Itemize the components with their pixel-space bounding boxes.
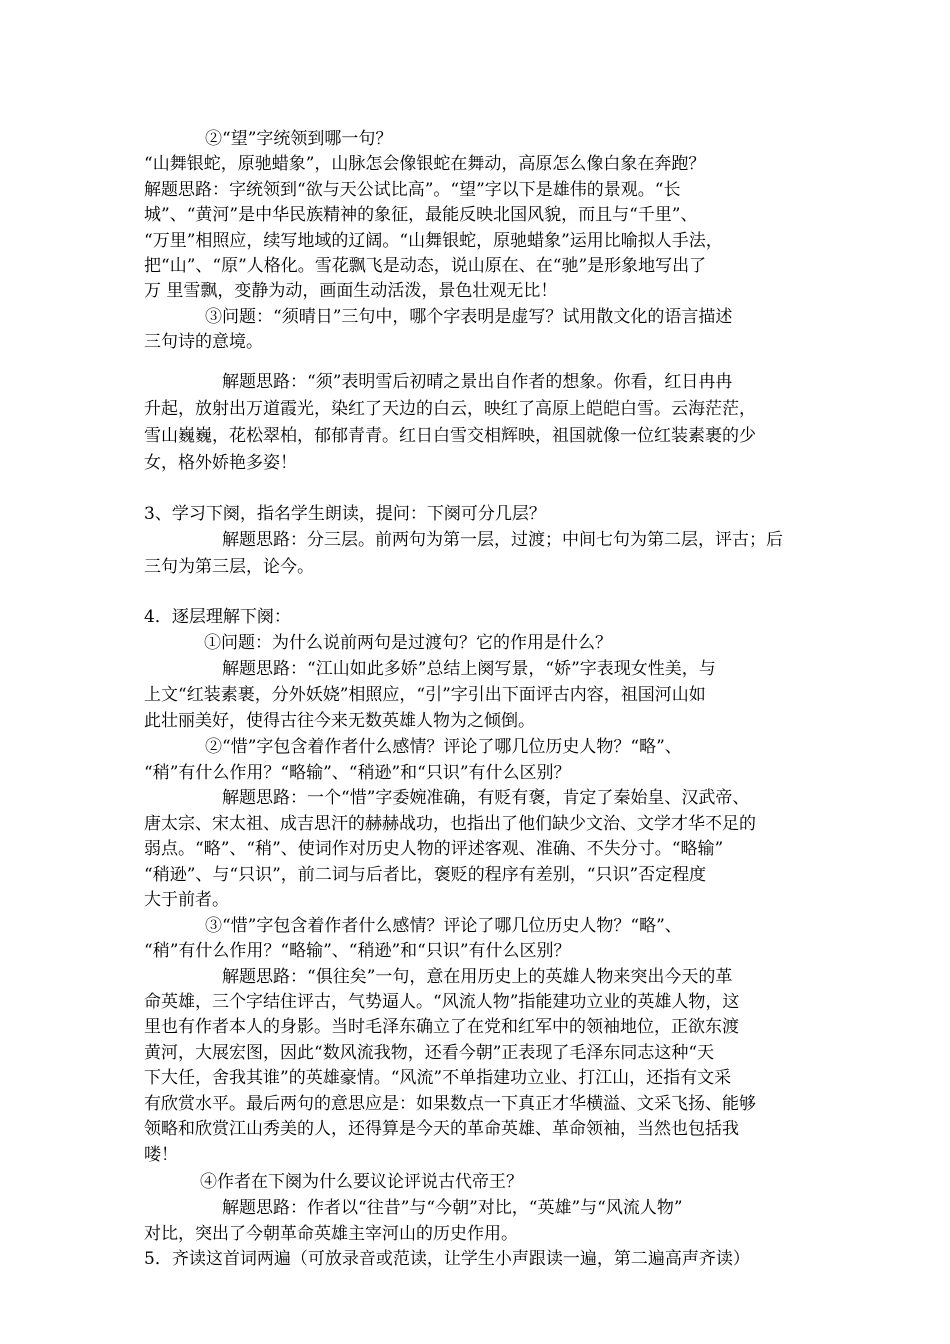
text-line: ②“惜”字包含着作者什么感情？评论了哪几位历史人物？“略”、 bbox=[205, 737, 682, 757]
text-line: 升起，放射出万道霞光，染红了天边的白云，映红了高原上皑皑白雪。云海茫茫， bbox=[144, 399, 756, 419]
text-line: 喽！ bbox=[144, 1145, 178, 1165]
text-line: 唐太宗、宋太祖、成吉思汗的赫赫战功，也指出了他们缺少文治、文学才华不足的 bbox=[144, 814, 756, 834]
text-line: 上文“红装素裹，分外妖娆”相照应，“引”字引出下面评古内容，祖国河山如 bbox=[144, 685, 706, 705]
text-line: 黄河，大展宏图，因此“数风流我物，还看今朝”正表现了毛泽东同志这种“天 bbox=[144, 1043, 715, 1063]
text-line: 解题思路：“俱往矣”一句，意在用历史上的英雄人物来突出今天的革 bbox=[222, 967, 733, 987]
text-line: 有欣赏水平。最后两句的意思应是：如果数点一下真正才华横溢、文采飞扬、能够 bbox=[144, 1094, 756, 1114]
text-line: 此壮丽美好，使得古往今来无数英雄人物为之倾倒。 bbox=[144, 711, 535, 731]
section-heading: 3、学习下阕，指名学生朗读，提问：下阕可分几层？ bbox=[144, 504, 546, 524]
text-line: 解题思路：“须”表明雪后初晴之景出自作者的想象。你看，红日冉冉 bbox=[222, 372, 733, 392]
section-heading: 5．齐读这首词两遍（可放录音或范读，让学生小声跟读一遍，第二遍高声齐读） bbox=[144, 1249, 750, 1269]
text-line: “稍逊”、与“只识”，前二词与后者比，褒贬的程序有差别，“只识”否定程度 bbox=[144, 865, 707, 885]
text-line: “万里”相照应，续写地域的辽阔。“山舞银蛇，原驰蜡象”运用比喻拟人手法， bbox=[144, 231, 723, 251]
text-line: 解题思路：字统领到“欲与天公试比高”。“望”字以下是雄伟的景观。“长 bbox=[144, 180, 681, 200]
text-line: 解题思路：分三层。前两句为第一层，过渡；中间七句为第二层，评古；后 bbox=[222, 530, 783, 550]
text-line: 领略和欣赏江山秀美的人，还得算是今天的革命英雄、革命领袖，当然也包括我 bbox=[144, 1119, 739, 1139]
text-line: “山舞银蛇，原驰蜡象”，山脉怎会像银蛇在舞动，高原怎么像白象在奔跑？ bbox=[144, 154, 706, 174]
text-line: 雪山巍巍，花松翠柏，郁郁青青。红日白雪交相辉映，祖国就像一位红装素裹的少 bbox=[144, 426, 756, 446]
text-line: 解题思路：一个“惜”字委婉准确，有贬有褒，肯定了秦始皇、汉武帝、 bbox=[222, 788, 750, 808]
text-line: 下大任，舍我其谁”的英雄豪情。“风流”不单指建功立业、打江山，还指有文采 bbox=[144, 1068, 732, 1088]
text-line: 城”、“黄河”是中华民族精神的象征，最能反映北国风貌，而且与“千里”、 bbox=[144, 205, 698, 225]
text-line: ④作者在下阕为什么要议论评说古代帝王？ bbox=[200, 1172, 523, 1192]
text-line: 把“山”、“原”人格化。雪花飘飞是动态，说山原在、在“驰”是形象地写出了 bbox=[144, 256, 707, 276]
text-line: 对比，突出了今朝革命英雄主宰河山的历史作用。 bbox=[144, 1224, 518, 1244]
text-line: “稍”有什么作用？“略输”、“稍逊”和“只识”有什么区别？ bbox=[144, 941, 571, 961]
text-line: 女，格外娇艳多姿！ bbox=[144, 453, 297, 473]
text-line: ②“望”字统领到哪一句？ bbox=[205, 129, 393, 149]
text-line: ③问题：“须晴日”三句中，哪个字表明是虚写？试用散文化的语言描述 bbox=[205, 307, 733, 327]
section-heading: 4．逐层理解下阕： bbox=[144, 607, 291, 627]
text-line: 大于前者。 bbox=[144, 890, 229, 910]
text-line: 命英雄，三个字结住评古，气势逼人。“风流人物”指能建功立业的英雄人物，这 bbox=[144, 992, 740, 1012]
text-line: 里也有作者本人的身影。当时毛泽东确立了在党和红军中的领袖地位，正欲东渡 bbox=[144, 1017, 739, 1037]
text-line: 弱点。“略”、“稍”、使词作对历史人物的评述客观、准确、不失分寸。“略输” bbox=[144, 839, 724, 859]
text-line: “稍”有什么作用？“略输”、“稍逊”和“只识”有什么区别？ bbox=[144, 763, 571, 783]
text-line: 三句为第三层，论今。 bbox=[144, 557, 314, 577]
text-line: ①问题：为什么说前两句是过渡句？它的作用是什么？ bbox=[204, 633, 612, 653]
text-line: 解题思路：“江山如此多娇”总结上阕写景，“娇”字表现女性美，与 bbox=[222, 659, 716, 679]
text-line: 万 里雪飘，变静为动，画面生动活泼，景色壮观无比！ bbox=[144, 281, 558, 301]
text-line: 解题思路：作者以“往昔”与“今朝”对比，“英雄”与“风流人物” bbox=[222, 1198, 683, 1218]
text-line: ③“惜”字包含着作者什么感情？评论了哪几位历史人物？“略”、 bbox=[205, 916, 682, 936]
text-line: 三句诗的意境。 bbox=[144, 332, 263, 352]
